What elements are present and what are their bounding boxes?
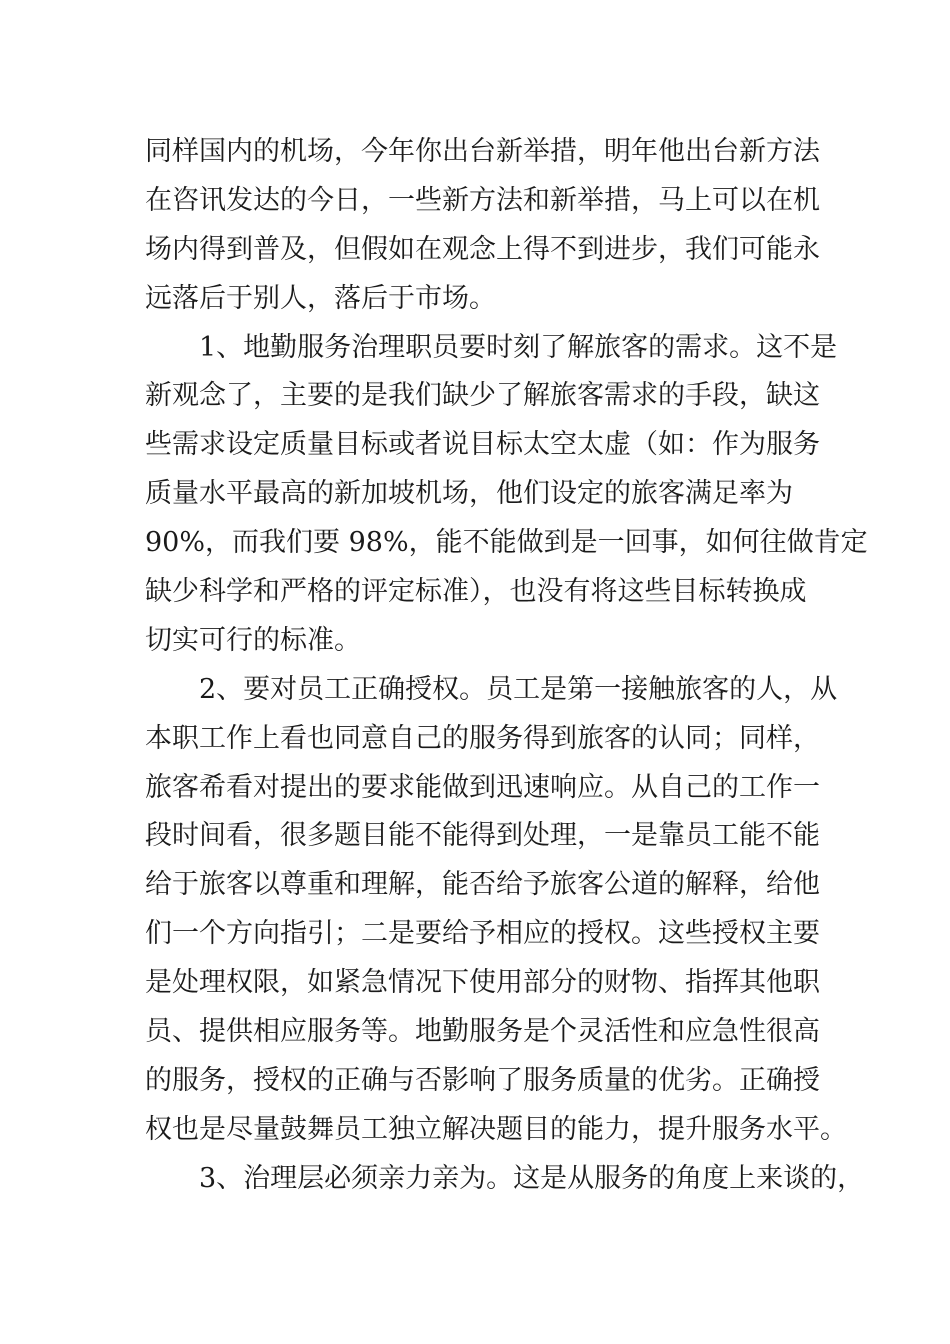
text-line: 同样国内的机场，今年你出台新举措，明年他出台新方法 (145, 136, 820, 167)
text-line: 新观念了，主要的是我们缺少了解旅客需求的手段，缺这 (145, 380, 820, 412)
text-line: 2、要对员工正确授权。员工是第一接触旅客的人，从 (199, 673, 838, 705)
text-line: 在咨讯发达的今日，一些新方法和新举措，马上可以在机 (145, 184, 820, 216)
text-line: 1、地勤服务治理职员要时刻了解旅客的需求。这不是 (199, 331, 838, 363)
text-line: 员、提供相应服务等。地勤服务是个灵活性和应急性很高 (145, 1016, 820, 1048)
text-line: 切实可行的标准。 (145, 624, 361, 656)
body-text (145, 128, 868, 1204)
text-line: 段时间看，很多题目能不能得到处理，一是靠员工能不能 (145, 820, 820, 852)
text-line: 场内得到普及，但假如在观念上得不到进步，我们可能永 (145, 233, 820, 265)
text-line: 缺少科学和严格的评定标准），也没有将这些目标转换成 (145, 576, 807, 608)
text-line: 质量水平最高的新加坡机场，他们设定的旅客满足率为 (145, 478, 793, 510)
text-line: 旅客希看对提出的要求能做到迅速响应。从自己的工作一 (145, 771, 820, 803)
text-line: 本职工作上看也同意自己的服务得到旅客的认同；同样， (145, 722, 820, 754)
text-line: 权也是尽量鼓舞员工独立解决题目的能力，提升服务水平。 (145, 1113, 847, 1145)
text-line: 的服务，授权的正确与否影响了服务质量的优劣。正确授 (145, 1064, 820, 1096)
text-line: 90%，而我们要 98%，能不能做到是一回事，如何往做肯定 (145, 527, 868, 559)
text-line: 些需求设定质量目标或者说目标太空太虚（如：作为服务 (145, 429, 820, 461)
text-line: 是处理权限，如紧急情况下使用部分的财物、指挥其他职 (145, 967, 820, 999)
text-line: 远落后于别人，落后于市场。 (145, 282, 496, 314)
text-line: 给于旅客以尊重和理解，能否给予旅客公道的解释，给他 (145, 869, 820, 901)
text-line: 们一个方向指引；二是要给予相应的授权。这些授权主要 (145, 918, 820, 950)
text-line: 3、治理层必须亲力亲为。这是从服务的角度上来谈的， (199, 1162, 865, 1194)
